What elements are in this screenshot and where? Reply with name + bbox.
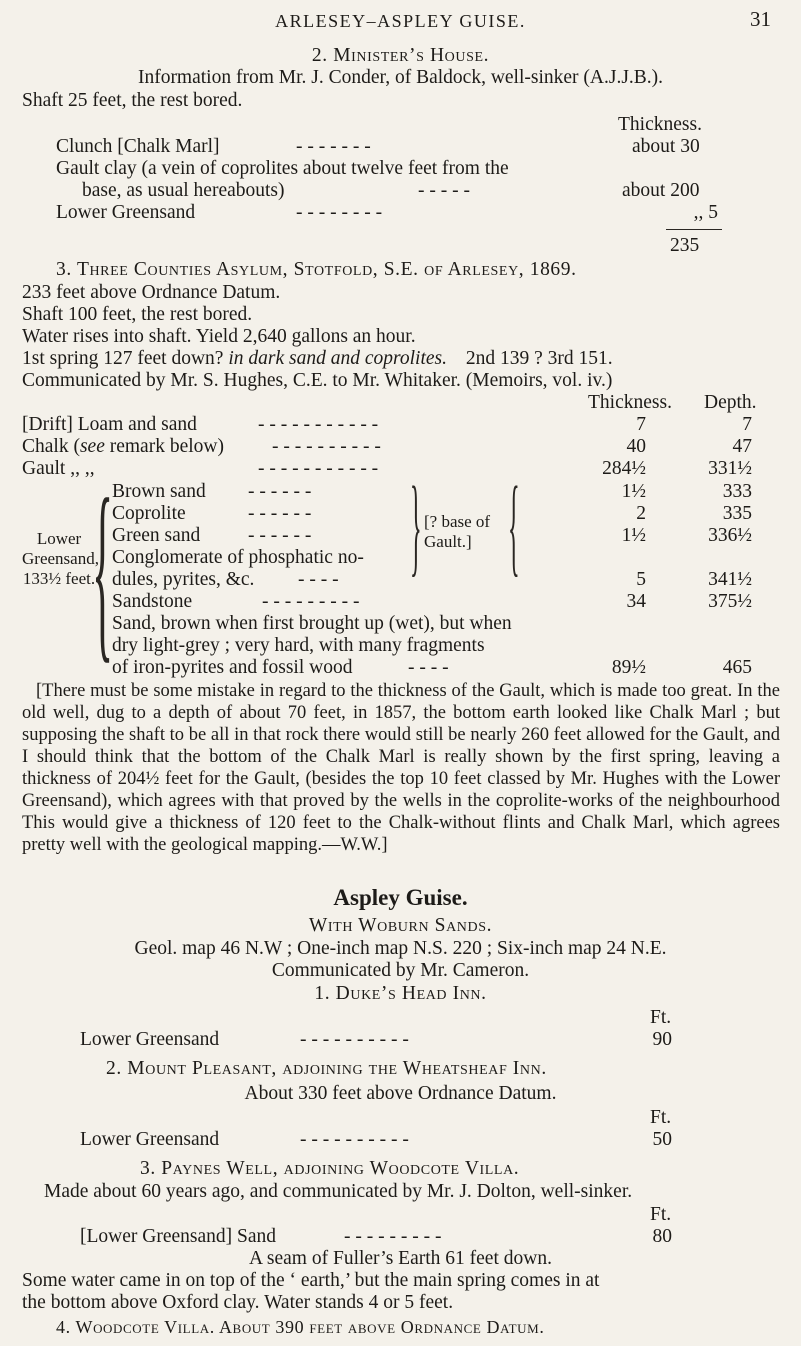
table-row-label: Gault clay (a vein of coprolites about twelve feet from the bbox=[56, 158, 509, 179]
thickness-value: 2 bbox=[636, 503, 646, 524]
dot-leader: - - - - - - - - - bbox=[344, 1226, 442, 1247]
page-number: 31 bbox=[750, 7, 771, 31]
section-heading-asylum bbox=[56, 258, 577, 281]
depth-value: 333 bbox=[722, 481, 752, 502]
table-row-label bbox=[22, 435, 224, 458]
depth-value: 341½ bbox=[708, 569, 752, 590]
entry-heading-mount-pleasant bbox=[106, 1057, 547, 1080]
communicated-line: Communicated by Mr. S. Hughes, C.E. to Mr. Whitaker. (Memoirs, vol. iv.) bbox=[22, 370, 613, 391]
table-row-label: Sand, brown when first brought up (wet), but when bbox=[112, 613, 512, 634]
table-row-label: dules, pyrites, &c. bbox=[112, 569, 255, 590]
table-row-label: Lower Greensand bbox=[80, 1129, 220, 1150]
table-row-label: Gault ,, ,, bbox=[22, 458, 95, 479]
inner-right-brace: } bbox=[410, 464, 422, 586]
sum-rule bbox=[666, 229, 722, 230]
table-row-label: Brown sand bbox=[112, 481, 206, 502]
dot-leader: - - - - - - - - - - - bbox=[258, 458, 379, 479]
info-line: Information from Mr. J. Conder, of Baldock, well-sinker (A.J.J.B.). bbox=[137, 67, 664, 88]
shaft-line: Shaft 100 feet, the rest bored. bbox=[22, 304, 253, 325]
thickness-value: 284½ bbox=[602, 458, 646, 479]
table-row-label: Coprolite bbox=[112, 503, 186, 524]
table-row-label: [Drift] Loam and sand bbox=[22, 414, 197, 435]
thickness-value: 5 bbox=[636, 569, 646, 590]
table-row-value: 80 bbox=[652, 1226, 672, 1247]
datum-line: 233 feet above Ordnance Datum. bbox=[22, 282, 281, 303]
left-brace: { bbox=[92, 459, 114, 680]
depth-value: 465 bbox=[722, 657, 752, 678]
water-line: the bottom above Oxford clay. Water stands 4 or 5 feet. bbox=[22, 1292, 454, 1313]
depth-value: 335 bbox=[722, 503, 752, 524]
dot-leader: - - - - bbox=[408, 657, 449, 678]
table-row-label: of iron-pyrites and fossil wood bbox=[112, 657, 353, 678]
entry-heading-text: 3. Paynes Well, adjoining Woodcote Villa. bbox=[140, 1158, 520, 1179]
thickness-value: 1½ bbox=[621, 481, 646, 502]
table-row-label: Lower Greensand bbox=[56, 202, 196, 223]
thickness-column-header: Thickness. bbox=[618, 114, 702, 135]
spring-text-2: 2nd 139 ? 3rd 151. bbox=[465, 348, 613, 369]
inner-left-brace: { bbox=[508, 464, 520, 586]
place-subtitle: With Woburn Sands. bbox=[308, 915, 493, 936]
entry-heading-woodcote-villa bbox=[56, 1316, 544, 1339]
table-row-label: Conglomerate of phosphatic no- bbox=[112, 547, 364, 568]
table-row-label: Lower Greensand bbox=[80, 1029, 220, 1050]
entry-heading-dukes-head: 1. Duke’s Head Inn. bbox=[314, 983, 487, 1004]
dot-leader: - - - - bbox=[298, 569, 339, 590]
depth-value: 7 bbox=[742, 414, 752, 435]
thickness-value: 7 bbox=[636, 414, 646, 435]
thickness-column-header: Thickness. bbox=[588, 392, 672, 413]
depth-column-header: Depth. bbox=[704, 392, 757, 413]
maps-line: Geol. map 46 N.W ; One-inch map N.S. 220 ; Six-inch map 24 N.E. bbox=[134, 938, 667, 959]
datum-line: About 330 feet above Ordnance Datum. bbox=[244, 1083, 557, 1104]
dot-leader: - - - - - - bbox=[248, 503, 312, 524]
running-header: ARLESEY–ASPLEY GUISE. bbox=[275, 11, 526, 31]
base-of-gault-note: [? base of Gault.] bbox=[424, 512, 491, 551]
spring-italic-text: in dark sand and coprolites. bbox=[228, 348, 447, 369]
thickness-value: 40 bbox=[626, 436, 646, 457]
table-row-label: base, as usual hereabouts) bbox=[82, 180, 285, 201]
editor-note: [There must be some mistake in regard to the thickness of the Gault, which is made too great. In the old well, dug to a depth of about 70 feet, in 1857, the bottom earth looked like Chalk Marl ; but supposing the shaft to be all in that rock there would still be nearly 260 feet allowed for the Gault, and I should think that the bottom of the Chalk Marl is really shown by the first spring, leaving a thickness of 204½ feet for the Gault, (besides the top 10 feet classed by Mr. Hughes with the Lower Greensand), which agrees with that proved by the wells in the coprolite-works of the neighbourhood This would give a thickness of 120 feet to the Chalk-without flints and Chalk Marl, which agrees pretty well with the geological mapping.—W.W.] bbox=[22, 681, 780, 855]
chalk-label: Chalk (see remark below) bbox=[22, 436, 224, 457]
communicated-line: Communicated by Mr. Cameron. bbox=[271, 960, 530, 981]
entry-heading-paynes-well bbox=[140, 1157, 519, 1180]
depth-value: 331½ bbox=[708, 458, 752, 479]
ft-header: Ft. bbox=[650, 1204, 672, 1225]
depth-value: 375½ bbox=[708, 591, 752, 612]
seam-line: A seam of Fuller’s Earth 61 feet down. bbox=[249, 1248, 552, 1269]
thickness-value: 34 bbox=[626, 591, 646, 612]
depth-value: 47 bbox=[732, 436, 752, 457]
table-row-label: Clunch [Chalk Marl] bbox=[56, 136, 220, 157]
dot-leader: - - - - - - - - - - bbox=[300, 1029, 409, 1050]
dot-leader: - - - - - - - - - - bbox=[300, 1129, 409, 1150]
shaft-line: Shaft 25 feet, the rest bored. bbox=[22, 90, 243, 111]
thickness-value: 1½ bbox=[621, 525, 646, 546]
dot-leader: - - - - - - - bbox=[296, 136, 371, 157]
spring-text: 1st spring 127 feet down? bbox=[22, 348, 224, 369]
section-heading-ministers-house: 2. Minister’s House. bbox=[311, 45, 490, 66]
table-row-label: Green sand bbox=[112, 525, 201, 546]
depth-value: 336½ bbox=[708, 525, 752, 546]
dot-leader: - - - - - - - - - bbox=[262, 591, 360, 612]
thickness-value: 89½ bbox=[611, 657, 646, 678]
table-row-value: 90 bbox=[652, 1029, 672, 1050]
ft-header: Ft. bbox=[650, 1007, 672, 1028]
made-line: Made about 60 years ago, and communicated by Mr. J. Dolton, well-sinker. bbox=[44, 1181, 633, 1202]
ft-header: Ft. bbox=[650, 1107, 672, 1128]
dot-leader: - - - - - - bbox=[248, 481, 312, 502]
dot-leader: - - - - - - - - - - - bbox=[258, 414, 379, 435]
place-title: Aspley Guise. bbox=[333, 885, 468, 910]
water-line: Some water came in on top of the ‘ earth,’ but the main spring comes in at bbox=[22, 1270, 600, 1291]
dot-leader: - - - - - bbox=[418, 180, 470, 201]
table-row-label: Sandstone bbox=[112, 591, 193, 612]
spring-line bbox=[22, 347, 613, 370]
table-row-value: ,, 5 bbox=[693, 202, 718, 223]
table-row-label: [Lower Greensand] Sand bbox=[80, 1226, 277, 1247]
total-value: 235 bbox=[670, 235, 700, 256]
water-line: Water rises into shaft. Yield 2,640 gallons an hour. bbox=[22, 326, 416, 347]
table-row-value: 50 bbox=[652, 1129, 672, 1150]
section-heading-text: 3. Three Counties Asylum, Stotfold, S.E. of Arlesey, 1869. bbox=[56, 259, 577, 280]
dot-leader: - - - - - - - - bbox=[296, 202, 383, 223]
group-label-lower-greensand: Lower Greensand, 133½ feet. bbox=[22, 529, 99, 588]
dot-leader: - - - - - - - - - - bbox=[272, 436, 381, 457]
table-row-value: about 200 bbox=[622, 180, 700, 201]
entry-heading-text: 2. Mount Pleasant, adjoining the Wheatsheaf Inn. bbox=[106, 1058, 547, 1079]
entry-heading-text: 4. Woodcote Villa. About 390 feet above Ordnance Datum. bbox=[56, 1317, 545, 1337]
table-row-value: about 30 bbox=[632, 136, 700, 157]
table-row-label: dry light-grey ; very hard, with many fragments bbox=[112, 635, 485, 656]
dot-leader: - - - - - - bbox=[248, 525, 312, 546]
